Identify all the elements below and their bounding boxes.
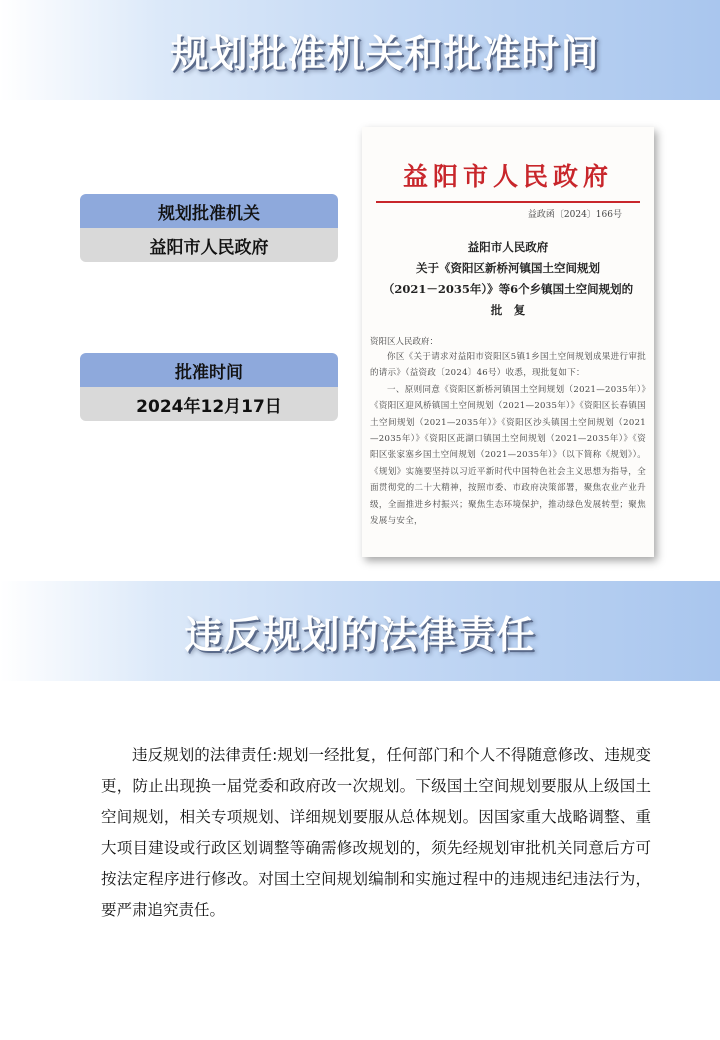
section-banner-legal	[0, 581, 720, 681]
document-header: 益阳市人民政府	[402, 162, 613, 191]
document-title-line3: （2021－2035年）》等6个乡镇国土空间规划的	[382, 282, 634, 296]
document-salutation: 资阳区人民政府：	[370, 337, 439, 347]
approval-time-value: 2024年12月17日	[80, 387, 338, 421]
section-title-legal: 违反规划的法律责任	[184, 612, 536, 657]
document-body-paragraph-1: 你区《关于请求对益阳市资阳区5镇1乡国土空间规划成果进行审批的请示》（益资政〔2024〕46号）收悉，现批复如下：	[370, 352, 646, 379]
section-title-approval: 规划批准机关和批准时间	[170, 31, 600, 76]
document-title-line1: 益阳市人民政府	[467, 240, 549, 254]
approval-authority-value: 益阳市人民政府	[80, 228, 338, 262]
approval-authority-label: 规划批准机关	[80, 194, 338, 228]
section-banner-approval	[0, 0, 720, 100]
document-number: 益政函〔2024〕166号	[527, 210, 622, 220]
document-body	[370, 349, 646, 529]
approval-document-image	[362, 127, 654, 557]
document-title-line4: 批 复	[490, 303, 526, 317]
approval-time-label: 批准时间	[80, 353, 338, 387]
document-red-rule	[376, 201, 640, 203]
legal-responsibility-paragraph: 违反规划的法律责任:规划一经批复，任何部门和个人不得随意修改、违规变更，防止出现换一届党委和政府改一次规划。下级国土空间规划要服从上级国土空间规划，相关专项规划、详细规划要服从总体规划。因国家重大战略调整、重大项目建设或行政区划调整等确需修改规划的，须先经规划审批机关同意后方可按法定程序进行修改。对国土空间规划编制和实施过程中的违规违纪违法行为，要严肃追究责任。	[101, 746, 651, 919]
document-title-line2: 关于《资阳区新桥河镇国土空间规划	[416, 261, 600, 275]
document-body-paragraph-2: 一、原则同意《资阳区新桥河镇国土空间规划（2021—2035年）》《资阳区迎风桥镇国土空间规划（2021—2035年）》《资阳区长春镇国土空间规划（2021—2035年）》《资阳区沙头镇国土空间规划（2021—2035年）》《资阳区茈湖口镇国土空间规划（2021—2035年）》《资阳区张家塞乡国土空间规划（2021—2035年）》（以下简称《规划》）。《规划》实施要坚持以习近平新时代中国特色社会主义思想为指导，全面贯彻党的二十大精神，按照市委、市政府决策部署，聚焦农业产业升级，全面推进乡村振兴；聚焦生态环境保护，推动绿色发展转型；聚焦发展与安全，	[370, 384, 646, 527]
